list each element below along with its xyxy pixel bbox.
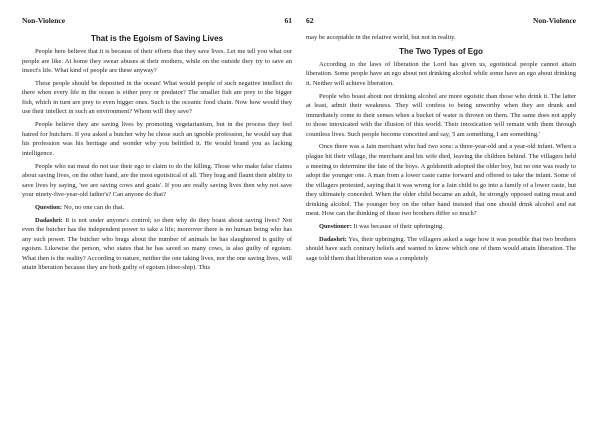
right-section-heading: The Two Types of Ego <box>399 46 483 56</box>
right-page <box>306 0 576 423</box>
left-page-body <box>22 33 292 276</box>
speaker-label: Questioner: <box>319 223 352 231</box>
left-page <box>22 0 292 423</box>
left-running-head-title: Non-Violence <box>22 16 66 25</box>
right-paragraph-2: People who boast about not drinking alcohol are more egoistic than those who drink it. The latter at least, admit their weakness. They will confess to being unworthy when they are drunk and immediately come to their senses when a bucket of water is thrown on them. The same does not apply to those intoxicated with the illusion of this world. Their intoxication will remain with them through countless lives. Such people become conceited and say, 'I am something, I am something.' <box>306 92 576 138</box>
left-paragraph-2: These people should be deposited in the ocean! What would people of such negative intellect do there when every life in the ocean is either prey or predator? The smaller fish are prey to the bigger fish, which in turn are prey to even bigger ones. Such is the oceanic food chain. Now how would they use their intellect in such an environment? Whom will they save? <box>22 79 292 116</box>
left-paragraph-6: Dadashri: It is not under anyone's control; so then why do they boast about saving lives? Not even the butcher has the independent power to take a life; moreover there is no human being who has any such power. The butcher who brags about the number of animals he has slaughtered is guilty of egoism. Likewise the person, who states that he has saved so many cows, is also guilty of egoism. What then is the reality? According to nature, neither the one taking lives, nor the one saving lives, will attain liberation because they are both guilty of egoism (doer-ship). This <box>22 216 293 272</box>
right-running-head <box>306 16 576 26</box>
speaker-label: Dadashri: <box>35 216 63 224</box>
left-section-heading: That is the Egoism of Saving Lives <box>90 34 224 43</box>
left-paragraph-5: Question: No, no one can do that. <box>35 203 125 211</box>
right-intro-paragraph: may be acceptable in the relative world, but not in reality. <box>306 34 456 41</box>
left-running-head <box>22 16 292 26</box>
right-paragraph-5: Dadashri: Yes, their upbringing. The villagers asked a sage how it was possible that two brothers should have such contrary beliefs and wanted to know which one of them would attain liberation. The sage told them that liberation was a completely <box>306 235 576 262</box>
right-paragraph-3: Once there was a Jain merchant who had two sons: a three-year-old and a year-old infant. When a plague hit their village, the merchant and his wife died, leaving the children behind. The villagers held a meeting to determine the fate of the boys. A goldsmith adopted the older boy, but no one was ready to adopt the younger one. A man from a lower caste came forward and offered to take the infant. Some of the villagers protested, saying that it was wrong for a Jain child to go into a family of a lower caste, but they ultimately conceded. When the older child became an adult, he strongly opposed eating meat and drinking alcohol. The younger boy on the other hand insisted that one should drink alcohol and eat meat. How can the thinking of these two brothers differ so much? <box>306 143 576 218</box>
speaker-label: Dadashri: <box>319 235 347 243</box>
left-paragraph-1: People here believe that it is because of their efforts that they save lives. Let me tell you what our people are like. At home they swear abuses at their mothers, while on the outside they try to save an insect's life. What kind of people are these anyway? <box>22 48 292 75</box>
left-page-number: 61 <box>284 16 292 25</box>
right-paragraph-1: According to the laws of liberation the Lord has given us, egotistical people cannot attain liberation. Some people have an ego about not drinking alcohol while some have an ego about drinking it. Neither will achieve liberation. <box>306 60 576 87</box>
right-paragraph-4: Questioner: It was because of their upbringing. <box>319 223 444 231</box>
right-page-body <box>306 33 576 267</box>
left-paragraph-3: People believe they are saving lives by promoting vegetarianism, but in the process they feel hatred for butchers. If you asked a butcher why he chose such an ignoble profession, he would say that his profession was his heritage and wonder why you belittled it. He would brand you as lacking intelligence. <box>22 121 292 157</box>
right-running-head-title: Non-Violence <box>532 16 576 25</box>
right-page-number: 62 <box>306 16 314 25</box>
speaker-label: Question: <box>35 203 63 211</box>
left-paragraph-4: People who eat meat do not use their ego to claim to do the killing. Those who make false claims about saving lives, on the other hand, are the most egotistical of all. They brag and flaunt their ability to save lives by saying, 'we are saving cows and goats'. If you are really saving lives then why not save your ninety-five-year-old father's? Can anyone do that? <box>22 162 292 199</box>
